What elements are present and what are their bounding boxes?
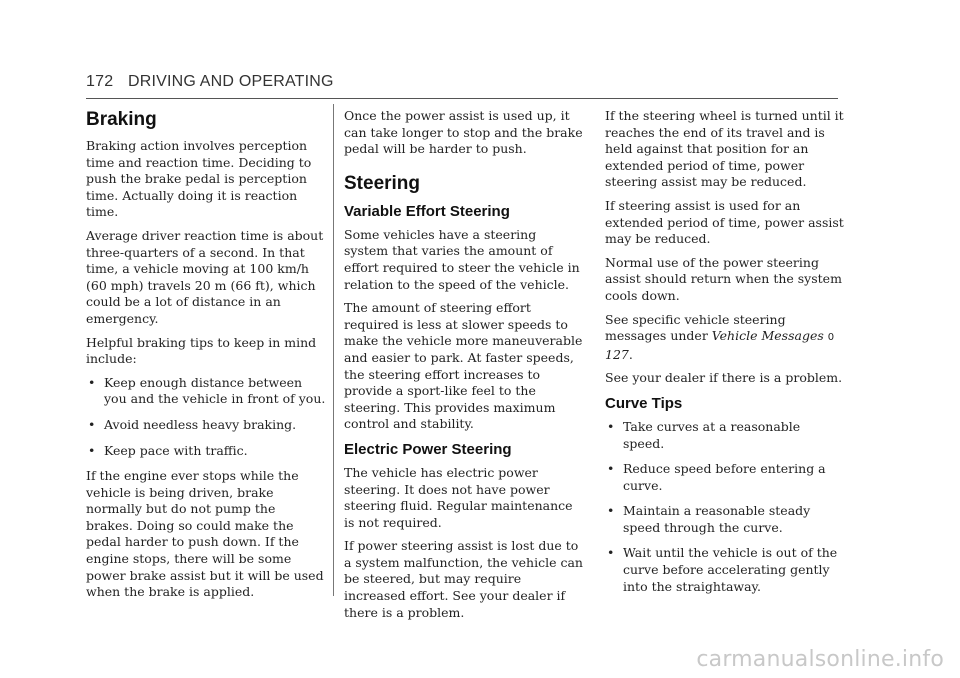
bullet-icon: •	[607, 503, 615, 519]
paragraph-text: .	[628, 346, 633, 362]
list-item	[86, 417, 326, 434]
list-item	[86, 443, 326, 460]
page-header	[86, 73, 334, 91]
paragraph: Braking action involves perception time and reaction time. Deciding to push the brake pedal is perception time. Actually doing it is reaction time.	[86, 138, 312, 220]
page-reference-icon: 0	[827, 332, 835, 344]
column-1	[86, 108, 326, 608]
list-item-text: Take curves at a reasonable speed.	[623, 418, 801, 451]
list-item	[605, 419, 845, 452]
paragraph-text: See specific vehicle steering messages under	[605, 311, 786, 344]
heading-curve-tips: Curve Tips	[605, 394, 683, 412]
paragraph: Some vehicles have a steering system that varies the amount of effort required to steer the vehicle in relation to the speed of the vehicle.	[344, 226, 580, 292]
header-divider	[86, 98, 838, 99]
list-item	[605, 461, 845, 494]
list-item	[605, 545, 845, 595]
column-3	[605, 108, 845, 604]
bullet-icon: •	[88, 416, 96, 432]
list-item	[86, 375, 326, 408]
list-item-text: Maintain a reasonable steady speed through the curve.	[623, 503, 811, 535]
paragraph: Helpful braking tips to keep in mind include:	[86, 334, 317, 367]
link-page: 127	[605, 346, 629, 362]
paragraph: Once the power assist is used up, it can take longer to stop and the brake pedal will be harder to push.	[344, 108, 583, 157]
bullet-icon: •	[607, 461, 615, 477]
paragraph	[605, 312, 845, 364]
bullet-icon: •	[607, 545, 615, 561]
braking-tips-list	[86, 375, 326, 459]
list-item-text: Avoid needless heavy braking.	[104, 416, 297, 432]
paragraph: Normal use of the power steering assist should return when the system cools down.	[605, 254, 842, 303]
curve-tips-list	[605, 419, 845, 595]
watermark: carmanualsonline.info	[696, 647, 944, 672]
list-item-text: Keep enough distance between you and the vehicle in front of you.	[104, 374, 326, 407]
section-title: DRIVING AND OPERATING	[127, 73, 334, 90]
paragraph: The amount of steering effort required is less at slower speeds to make the vehicle more maneuverable and easier to park. At faster speeds, the steering effort increases to provide a sport-like feel to the steering. This provides maximum control and stability.	[344, 300, 583, 432]
paragraph: If the steering wheel is turned until it reaches the end of its travel and is held against that position for an extended period of time, power steering assist may be reduced.	[605, 108, 844, 190]
paragraph: If steering assist is used for an extended period of time, power assist may be reduced.	[605, 197, 844, 247]
bullet-icon: •	[607, 418, 615, 434]
bullet-icon: •	[88, 442, 96, 458]
column-divider	[333, 104, 334, 596]
paragraph: See your dealer if there is a problem.	[605, 370, 843, 386]
paragraph: If the engine ever stops while the vehicle is being driven, brake normally but do not pump the brakes. Doing so could make the pedal harder to push down. If the engine stops, there will be some power brake assist but it will be used when the brake is applied.	[86, 468, 324, 600]
heading-electric-power-steering: Electric Power Steering	[344, 440, 512, 458]
heading-braking: Braking	[86, 109, 157, 130]
list-item-text: Keep pace with traffic.	[104, 442, 248, 458]
paragraph: Average driver reaction time is about three-quarters of a second. In that time, a vehicle moving at 100 km/h (60 mph) travels 20 m (66 ft), which could be a lot of distance in an emergency.	[86, 227, 324, 326]
column-2	[344, 108, 584, 628]
bullet-icon: •	[88, 374, 96, 390]
paragraph: The vehicle has electric power steering. It does not have power steering fluid. Regular maintenance is not required.	[344, 464, 573, 530]
heading-variable-effort-steering: Variable Effort Steering	[344, 202, 510, 220]
link-text: Vehicle Messages	[711, 328, 824, 344]
list-item-text: Wait until the vehicle is out of the curve before accelerating gently into the straightaway.	[623, 545, 838, 594]
paragraph: If power steering assist is lost due to a system malfunction, the vehicle can be steered, but may require increased effort. See your dealer if there is a problem.	[344, 538, 583, 620]
list-item	[605, 503, 845, 536]
page-number: 172	[86, 73, 114, 90]
list-item-text: Reduce speed before entering a curve.	[623, 461, 826, 493]
heading-steering: Steering	[344, 172, 421, 194]
